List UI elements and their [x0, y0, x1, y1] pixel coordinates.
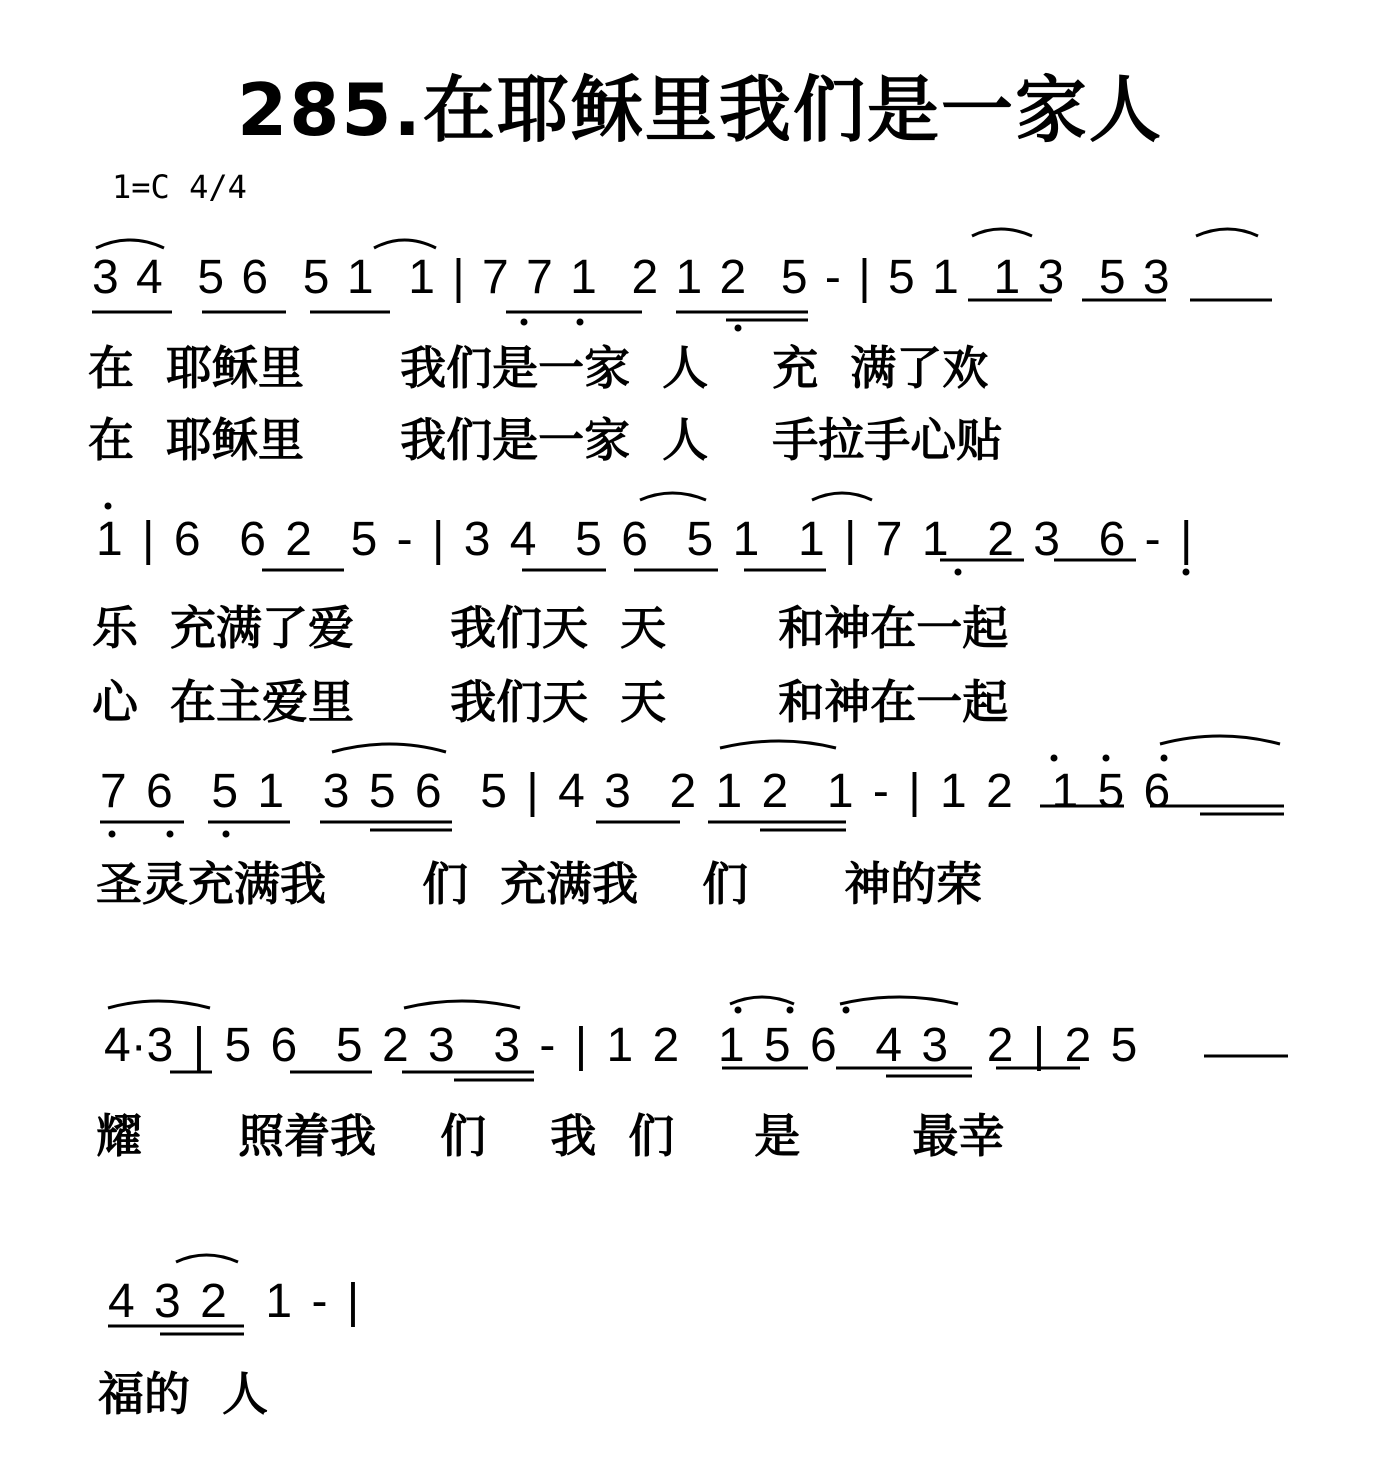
lyric-row-2-verse-1: 乐 充满了爱 我们天 天 和神在一起: [92, 601, 1009, 655]
notation-row-4: 4·3 | 5 6 5 2 3 3 - | 1 2 1 5 6 4 3 2 | 2 5: [104, 1019, 1138, 1072]
lyric-row-5-verse-1: 福的 人: [98, 1367, 269, 1421]
lyric-row-1-verse-2: 在 耶稣里 我们是一家 人 手拉手心贴: [88, 413, 1003, 467]
lyric-row-3-verse-1: 圣灵充满我 们 充满我 们 神的荣: [96, 857, 983, 911]
octave-dots: [105, 319, 1190, 1014]
lyric-row-4-verse-1: 耀 照着我 们 我 们 是 最幸: [96, 1109, 1005, 1163]
notation-row-1: 3 4 5 6 5 1 1 | 7 7 1 2 1 2 5 - | 5 1 1 3 5 3: [92, 251, 1170, 304]
beam-lines: [92, 300, 1288, 1334]
notation-row-2: 1 | 6 6 2 5 - | 3 4 5 6 5 1 1 | 7 1 2 3 6 - |: [96, 513, 1193, 566]
notation-row-3: 7 6 5 1 3 5 6 5 | 4 3 2 1 2 1 - | 1 2 1 5 6: [100, 765, 1171, 818]
notation-row-5: 4 3 2 1 - |: [108, 1275, 360, 1328]
key-signature: 1=C 4/4: [112, 168, 247, 206]
lyric-row-1-verse-1: 在 耶稣里 我们是一家 人 充 满了欢: [88, 341, 989, 395]
song-title: 285.在耶稣里我们是一家人: [237, 68, 1163, 152]
lyric-row-2-verse-2: 心 在主爱里 我们天 天 和神在一起: [92, 675, 1009, 729]
slur-arcs: [96, 229, 1280, 1262]
